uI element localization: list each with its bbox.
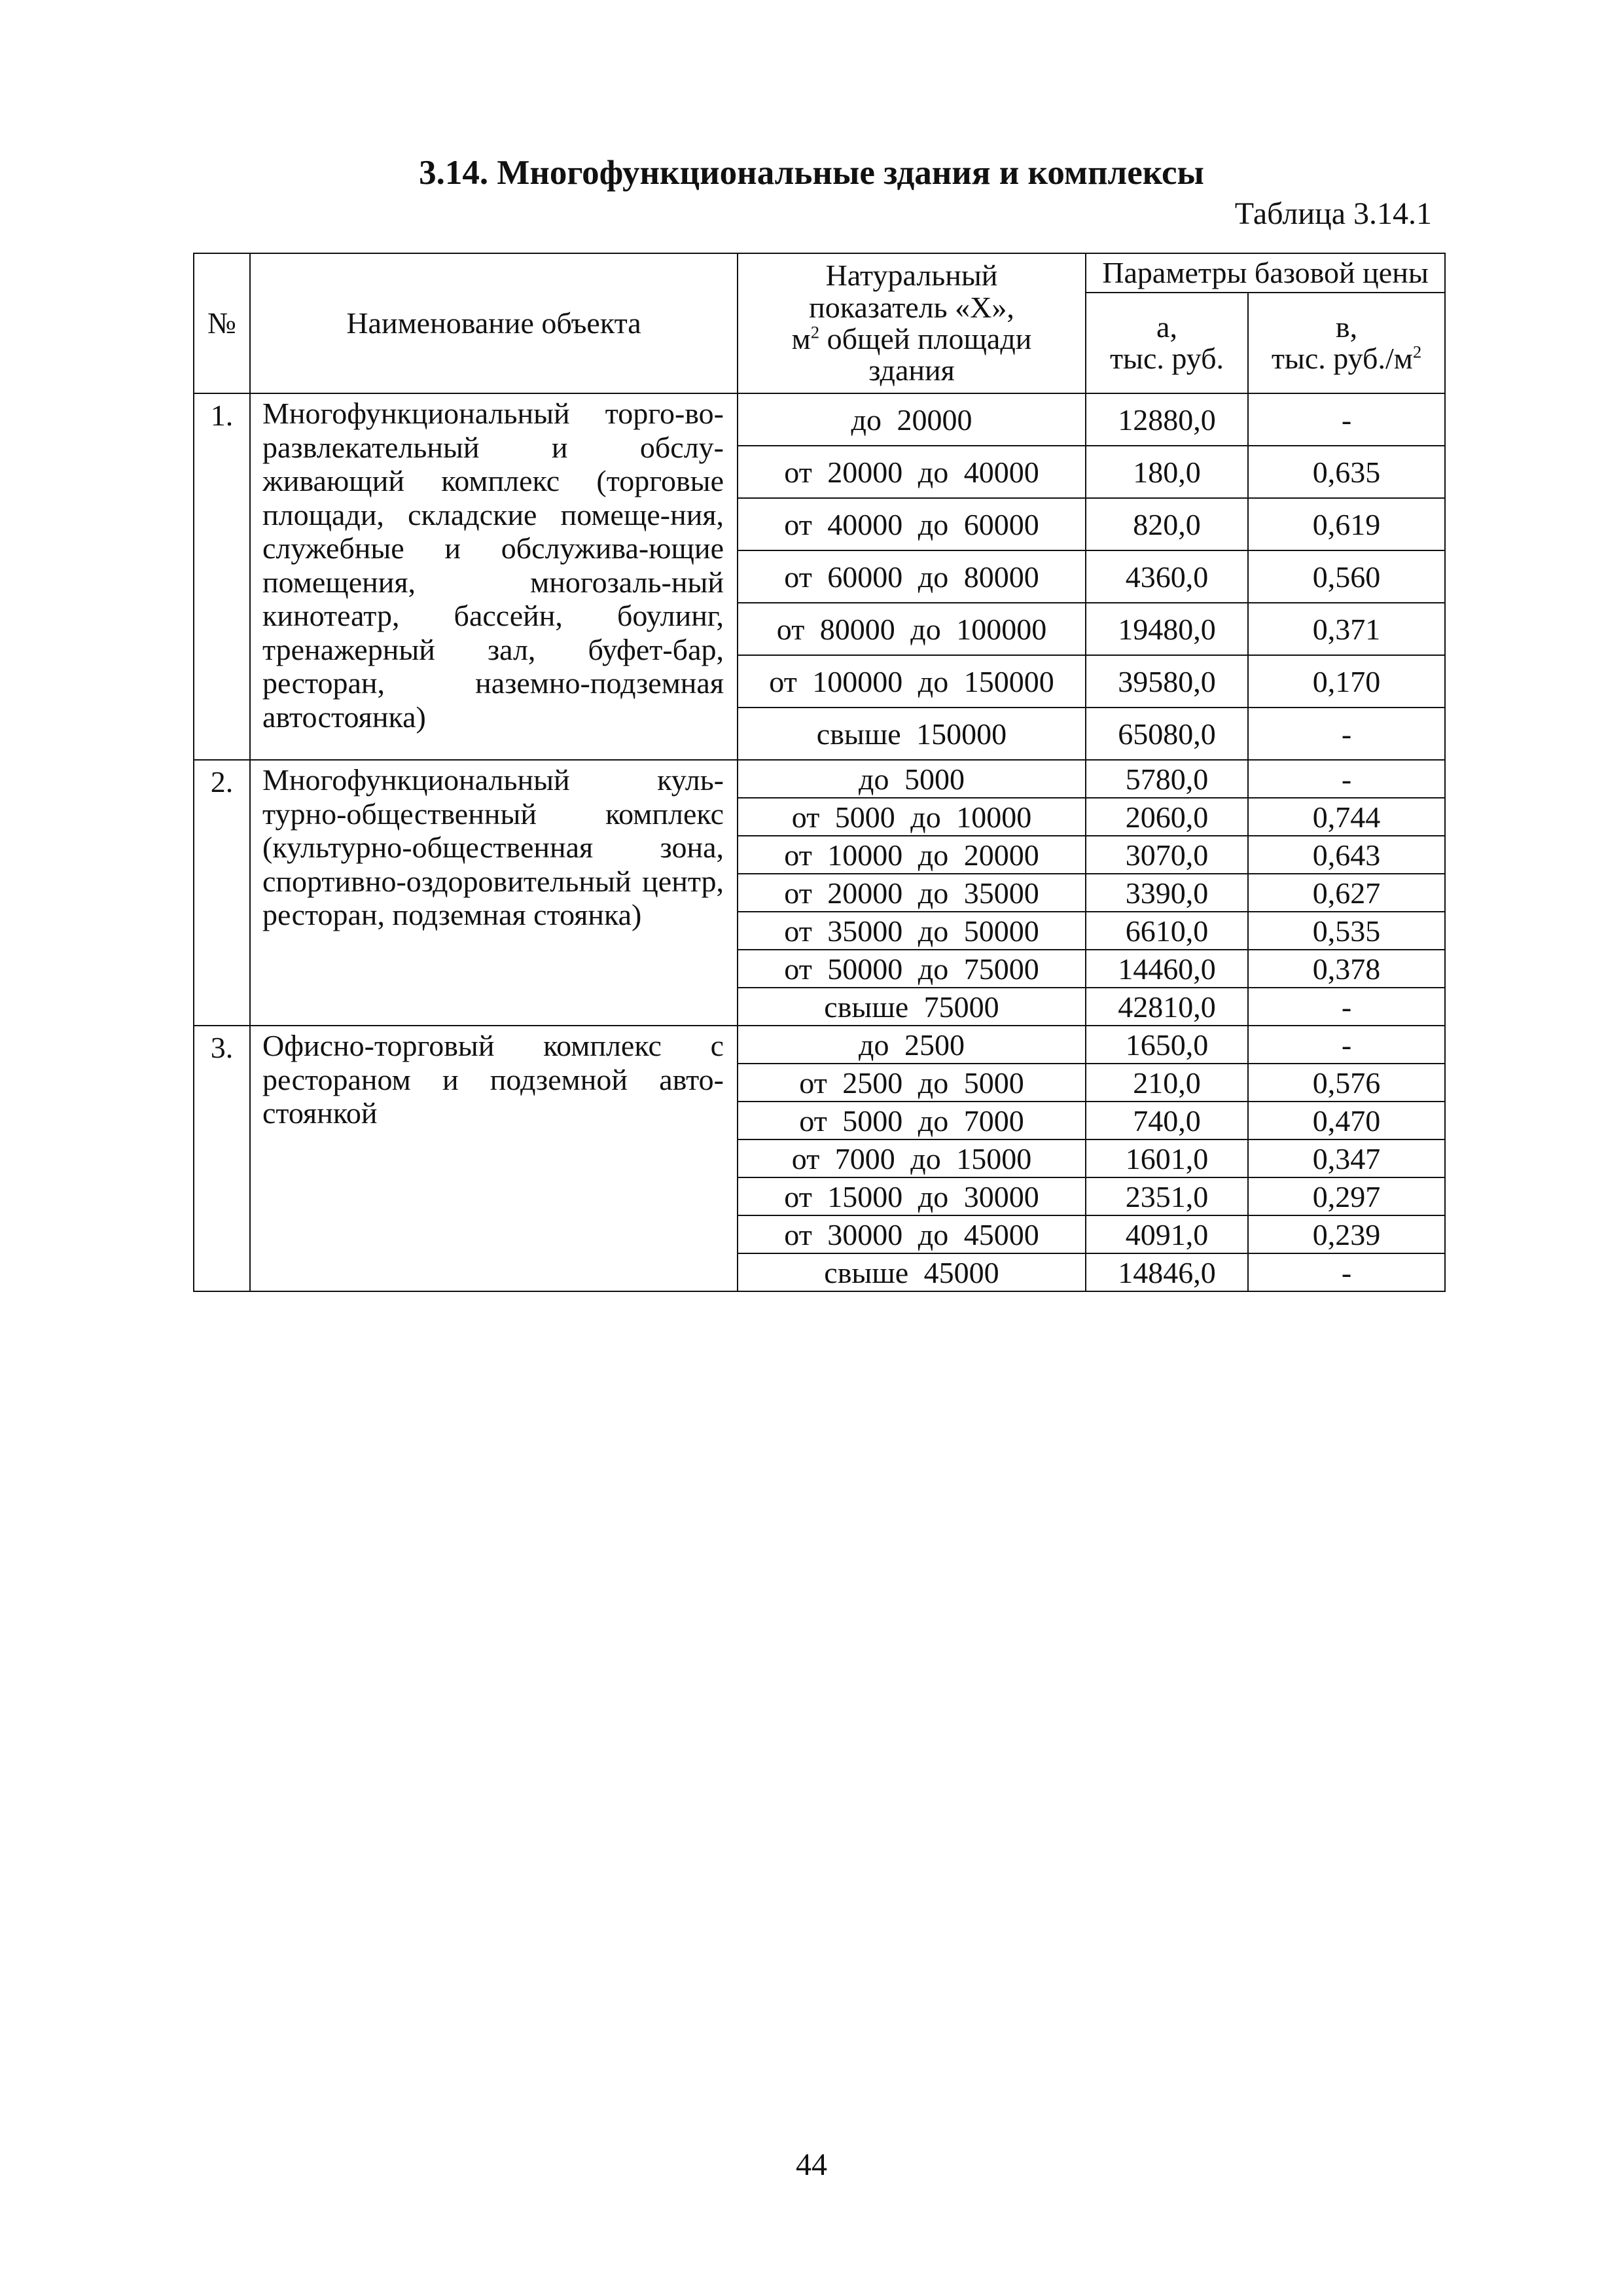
- param-b-value: 0,744: [1248, 798, 1445, 836]
- param-b-value: -: [1248, 1026, 1445, 1064]
- header-object-name: Наименование объекта: [250, 253, 738, 393]
- param-b-value: 0,239: [1248, 1215, 1445, 1253]
- param-a-value: 14846,0: [1086, 1253, 1248, 1291]
- area-range: от 20000 до 35000: [738, 874, 1086, 912]
- header-param-b-unit: [1249, 343, 1444, 374]
- param-a-value: 1601,0: [1086, 1139, 1248, 1177]
- param-b-value: 0,576: [1248, 1064, 1445, 1102]
- page-number: 44: [796, 2147, 827, 2182]
- param-a-value: 39580,0: [1086, 655, 1248, 708]
- header-natural-line1: Натуральный: [825, 259, 998, 293]
- price-table: [193, 253, 1446, 1292]
- area-range: свыше 45000: [738, 1253, 1086, 1291]
- param-b-value: 0,627: [1248, 874, 1445, 912]
- area-range: свыше 150000: [738, 708, 1086, 760]
- param-a-value: 4360,0: [1086, 550, 1248, 603]
- object-name-cell: [250, 393, 738, 760]
- header-natural-line4: здания: [868, 353, 955, 387]
- object-name-cell: [250, 760, 738, 1026]
- row-number: 2.: [194, 760, 250, 1026]
- param-b-value: 0,170: [1248, 655, 1445, 708]
- param-a-value: 2351,0: [1086, 1177, 1248, 1215]
- param-a-value: 12880,0: [1086, 393, 1248, 446]
- area-range: от 20000 до 40000: [738, 446, 1086, 498]
- row-number: 1.: [194, 393, 250, 760]
- param-a-value: 65080,0: [1086, 708, 1248, 760]
- header-param-a-symbol: а,: [1156, 310, 1177, 344]
- area-range: свыше 75000: [738, 988, 1086, 1026]
- param-b-value: -: [1248, 988, 1445, 1026]
- area-range: от 30000 до 45000: [738, 1215, 1086, 1253]
- param-b-value: -: [1248, 708, 1445, 760]
- area-range: от 35000 до 50000: [738, 912, 1086, 950]
- header-natural-line2: показатель «Х»,: [809, 290, 1014, 324]
- header-natural-indicator: [738, 253, 1086, 393]
- header-number: №: [194, 253, 250, 393]
- table-row: [194, 760, 1445, 798]
- param-b-value: 0,635: [1248, 446, 1445, 498]
- table-body: [194, 393, 1445, 1291]
- param-a-value: 5780,0: [1086, 760, 1248, 798]
- param-a-value: 1650,0: [1086, 1026, 1248, 1064]
- param-a-value: 2060,0: [1086, 798, 1248, 836]
- header-param-a-unit: тыс. руб.: [1109, 342, 1224, 375]
- param-a-value: 42810,0: [1086, 988, 1248, 1026]
- table-row: [194, 1026, 1445, 1064]
- object-name: Многофункциональный куль-турно-общественный комплекс (культурно-общественная зона, спортивно-оздоровительный центр, ресторан, подземная стоянка): [262, 763, 724, 932]
- param-a-value: 820,0: [1086, 498, 1248, 550]
- area-range: от 100000 до 150000: [738, 655, 1086, 708]
- table-row: [194, 393, 1445, 446]
- area-range: от 5000 до 10000: [738, 798, 1086, 836]
- header-base-price-params: Параметры базовой цены: [1086, 253, 1445, 293]
- param-b-value: -: [1248, 760, 1445, 798]
- area-range: от 15000 до 30000: [738, 1177, 1086, 1215]
- header-natural-unit: м: [791, 322, 811, 355]
- param-b-value: 0,560: [1248, 550, 1445, 603]
- param-a-value: 210,0: [1086, 1064, 1248, 1102]
- table-header: [194, 253, 1445, 393]
- param-b-value: -: [1248, 1253, 1445, 1291]
- param-a-value: 3070,0: [1086, 836, 1248, 874]
- param-b-value: 0,378: [1248, 950, 1445, 988]
- param-a-value: 6610,0: [1086, 912, 1248, 950]
- param-b-value: -: [1248, 393, 1445, 446]
- row-number: 3.: [194, 1026, 250, 1291]
- object-name: Офисно-торговый комплекс с рестораном и подземной авто-стоянкой: [262, 1029, 724, 1130]
- param-a-value: 4091,0: [1086, 1215, 1248, 1253]
- header-param-b-unit-power: 2: [1412, 342, 1422, 362]
- param-b-value: 0,371: [1248, 603, 1445, 655]
- param-b-value: 0,619: [1248, 498, 1445, 550]
- param-b-value: 0,535: [1248, 912, 1445, 950]
- area-range: до 20000: [738, 393, 1086, 446]
- area-range: от 5000 до 7000: [738, 1102, 1086, 1139]
- header-param-b-symbol: в,: [1335, 310, 1358, 344]
- area-range: до 2500: [738, 1026, 1086, 1064]
- header-natural-line3-rest: общей площади: [819, 322, 1032, 355]
- param-a-value: 740,0: [1086, 1102, 1248, 1139]
- object-name: Многофункциональный торго-во-развлекательный и обслу-живающий комплекс (торговые площади, складские помеще-ния, служебные и обслужива-ющие помещения, многозаль-ный кинотеатр, бассейн, боулинг, тренажерный зал, буфет-бар, ресторан, наземно-подземная автостоянка): [262, 397, 724, 734]
- param-a-value: 14460,0: [1086, 950, 1248, 988]
- param-b-value: 0,347: [1248, 1139, 1445, 1177]
- param-a-value: 180,0: [1086, 446, 1248, 498]
- area-range: от 60000 до 80000: [738, 550, 1086, 603]
- object-name-cell: [250, 1026, 738, 1291]
- param-b-value: 0,643: [1248, 836, 1445, 874]
- table-label: Таблица 3.14.1: [1234, 196, 1432, 231]
- header-param-b: [1248, 293, 1445, 393]
- header-param-b-unit-text: тыс. руб./м: [1271, 342, 1413, 375]
- header-natural-line3: [738, 323, 1085, 355]
- param-a-value: 19480,0: [1086, 603, 1248, 655]
- area-range: от 10000 до 20000: [738, 836, 1086, 874]
- page-title: 3.14. Многофункциональные здания и комплексы: [419, 154, 1204, 192]
- area-range: от 40000 до 60000: [738, 498, 1086, 550]
- param-b-value: 0,470: [1248, 1102, 1445, 1139]
- param-a-value: 3390,0: [1086, 874, 1248, 912]
- area-range: от 2500 до 5000: [738, 1064, 1086, 1102]
- param-b-value: 0,297: [1248, 1177, 1445, 1215]
- header-param-a: [1086, 293, 1248, 393]
- area-range: от 7000 до 15000: [738, 1139, 1086, 1177]
- area-range: от 80000 до 100000: [738, 603, 1086, 655]
- area-range: до 5000: [738, 760, 1086, 798]
- area-range: от 50000 до 75000: [738, 950, 1086, 988]
- header-natural-unit-power: 2: [810, 322, 820, 342]
